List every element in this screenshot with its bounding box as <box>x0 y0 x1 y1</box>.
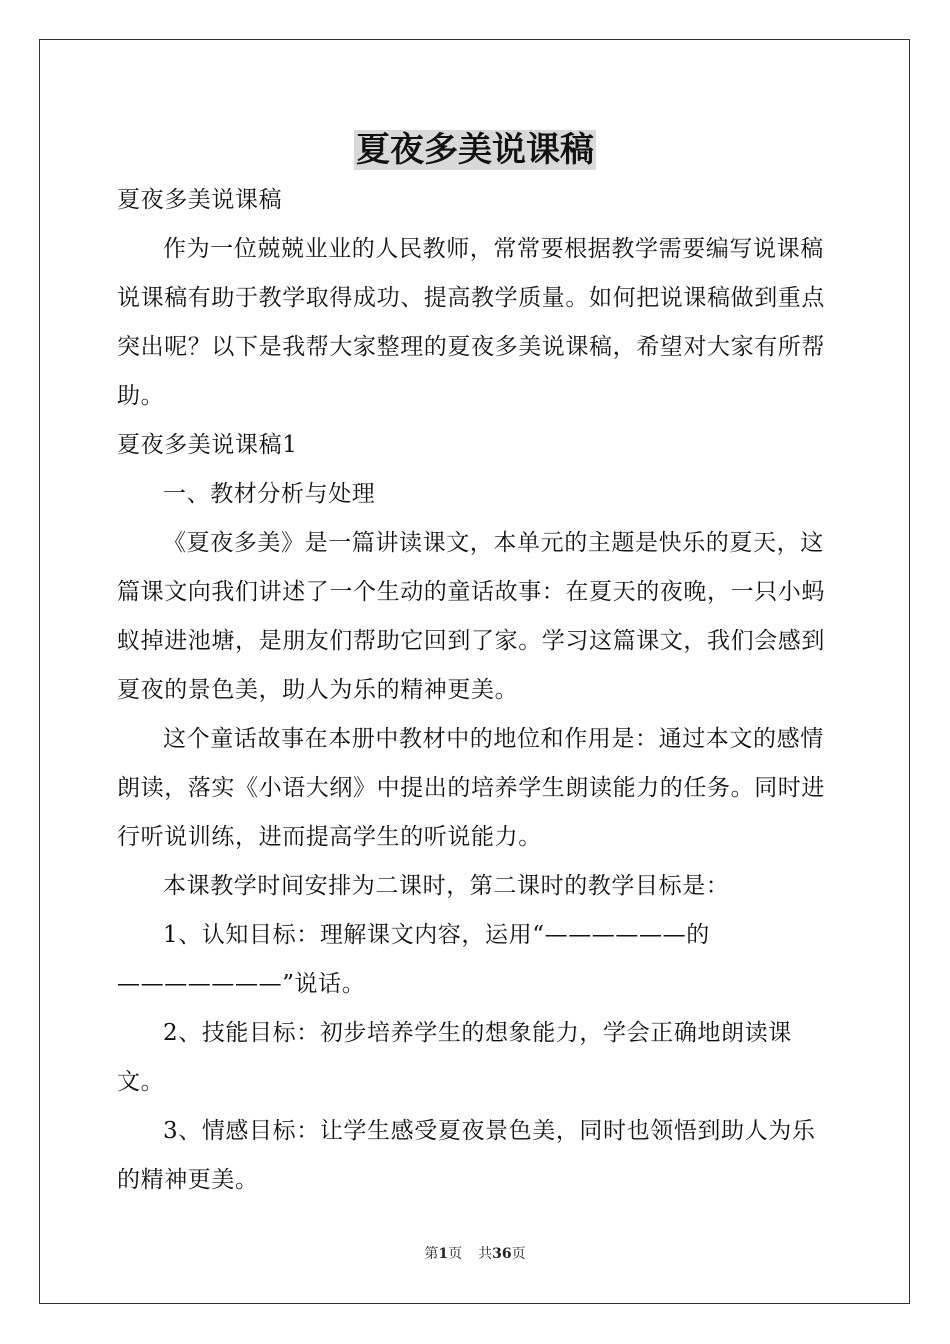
paragraph: 《夏夜多美》是一篇讲读课文，本单元的主题是快乐的夏天，这篇课文向我们讲述了一个生动的童话故事：在夏天的夜晚，一只小蚂蚁掉进池塘，是朋友们帮助它回到了家。学习这篇课文，我们会感到夏夜的景色美，助人为乐的精神更美。 <box>117 530 825 703</box>
paragraph: 夏夜多美说课稿 <box>117 187 283 213</box>
section-heading: 夏夜多美说课稿1 <box>117 432 298 458</box>
page-number: 1 <box>438 1246 449 1262</box>
list-item: 3、情感目标：让学生感受夏夜景色美，同时也领悟到助人为乐的精神更美。 <box>117 1118 816 1193</box>
paragraph: 本课教学时间安排为二课时，第二课时的教学目标是： <box>163 873 730 899</box>
total-prefix: 共 <box>478 1246 493 1262</box>
document-body <box>117 176 833 1205</box>
paragraph: 作为一位兢兢业业的人民教师，常常要根据教学需要编写说课稿说课稿有助于教学取得成功、提高教学质量。如何把说课稿做到重点突出呢？以下是我帮大家整理的夏夜多美说课稿，希望对大家有所帮助。 <box>117 236 825 409</box>
document-title <box>0 124 950 176</box>
total-suffix: 页 <box>511 1246 526 1262</box>
list-item: 2、技能目标：初步培养学生的想象能力，学会正确地朗读课文。 <box>117 1020 792 1095</box>
document-title-text: 夏夜多美说课稿 <box>356 130 594 170</box>
list-item: 1、认知目标：理解课文内容，运用“——————的———————”说话。 <box>117 922 710 997</box>
total-pages: 36 <box>492 1246 512 1262</box>
page-footer <box>0 1244 950 1264</box>
page-prefix: 第 <box>424 1246 439 1262</box>
paragraph: 这个童话故事在本册中教材中的地位和作用是：通过本文的感情朗读，落实《小语大纲》中提出的培养学生朗读能力的任务。同时进行听说训练，进而提高学生的听说能力。 <box>117 726 825 850</box>
subsection-heading: 一、教材分析与处理 <box>163 481 376 507</box>
page-suffix: 页 <box>448 1246 463 1262</box>
